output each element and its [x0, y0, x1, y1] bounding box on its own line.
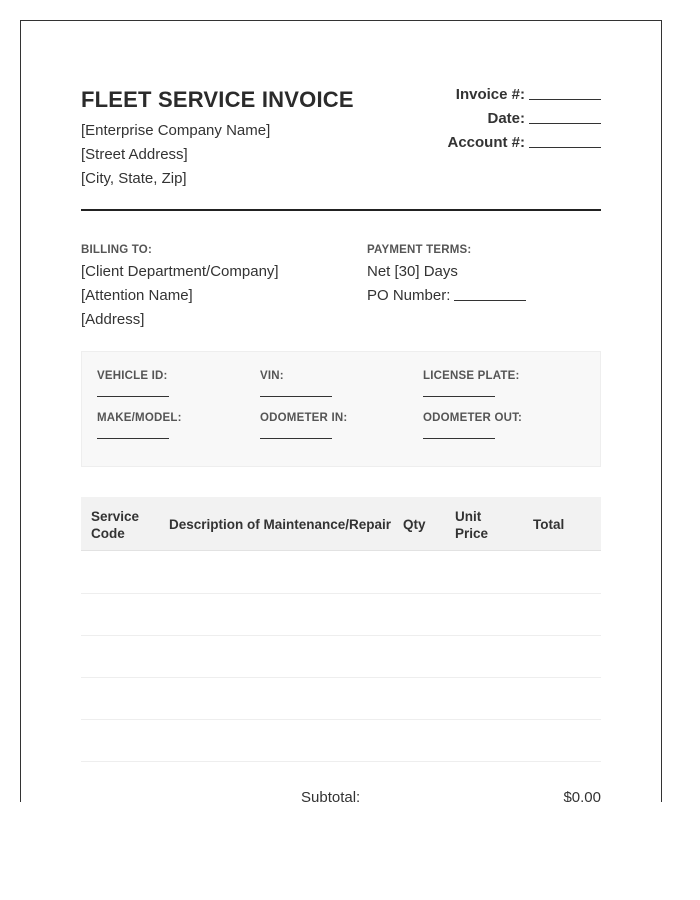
subtotal-value: $0.00 — [563, 789, 601, 802]
company-street: [Street Address] — [81, 146, 188, 163]
col-total: Total — [533, 517, 565, 532]
invoice-number-label: Invoice #: — [455, 86, 525, 103]
invoice-page — [20, 20, 662, 802]
license-plate-field — [423, 370, 573, 397]
billing-client: [Client Department/Company] — [81, 263, 279, 280]
vin-field — [260, 370, 410, 397]
license-plate-label: LICENSE PLATE: — [423, 370, 520, 382]
billing-heading: BILLING TO: — [81, 244, 152, 256]
po-number-label: PO Number: — [367, 287, 451, 304]
odometer-in-label: ODOMETER IN: — [260, 412, 348, 424]
col-service-code: Service Code — [91, 509, 140, 541]
subtotal-label: Subtotal: — [301, 789, 361, 802]
account-number-row — [447, 131, 601, 155]
billing-attention: [Attention Name] — [81, 287, 193, 304]
date-row — [447, 107, 601, 131]
account-number-blank[interactable] — [529, 147, 601, 148]
date-blank[interactable] — [529, 123, 601, 124]
odometer-in-blank[interactable] — [260, 438, 332, 439]
vehicle-id-field — [97, 370, 247, 397]
table-row[interactable] — [81, 552, 601, 594]
make-model-label: MAKE/MODEL: — [97, 412, 182, 424]
header-divider — [81, 209, 601, 211]
payment-terms-net: Net [30] Days — [367, 263, 458, 280]
odometer-out-field — [423, 412, 573, 439]
invoice-title: FLEET SERVICE INVOICE — [81, 87, 354, 112]
company-city: [City, State, Zip] — [81, 170, 187, 187]
account-number-label: Account #: — [447, 134, 525, 151]
company-name: [Enterprise Company Name] — [81, 122, 271, 139]
invoice-number-blank[interactable] — [529, 99, 601, 100]
vin-blank[interactable] — [260, 396, 332, 397]
table-row[interactable] — [81, 720, 601, 762]
po-number-row — [367, 284, 601, 308]
billing-address: [Address] — [81, 311, 145, 328]
license-plate-blank[interactable] — [423, 396, 495, 397]
vehicle-id-label: VEHICLE ID: — [97, 370, 168, 382]
vehicle-info-box — [81, 351, 601, 467]
col-unit-price: Unit Price — [455, 509, 489, 541]
po-number-blank[interactable] — [454, 300, 526, 301]
payment-terms-heading: PAYMENT TERMS: — [367, 244, 472, 256]
make-model-blank[interactable] — [97, 438, 169, 439]
invoice-meta — [447, 83, 601, 155]
col-description: Description of Maintenance/Repair — [169, 517, 392, 532]
billing-section — [81, 244, 361, 332]
odometer-in-field — [260, 412, 410, 439]
invoice-number-row — [447, 83, 601, 107]
make-model-field — [97, 412, 247, 439]
vin-label: VIN: — [260, 370, 284, 382]
table-row[interactable] — [81, 594, 601, 636]
table-row[interactable] — [81, 678, 601, 720]
date-label: Date: — [487, 110, 525, 127]
payment-terms-section — [367, 244, 601, 308]
vehicle-id-blank[interactable] — [97, 396, 169, 397]
odometer-out-label: ODOMETER OUT: — [423, 412, 523, 424]
col-qty: Qty — [403, 517, 426, 532]
table-row[interactable] — [81, 636, 601, 678]
company-info — [81, 119, 270, 191]
service-table-header — [81, 497, 601, 551]
odometer-out-blank[interactable] — [423, 438, 495, 439]
